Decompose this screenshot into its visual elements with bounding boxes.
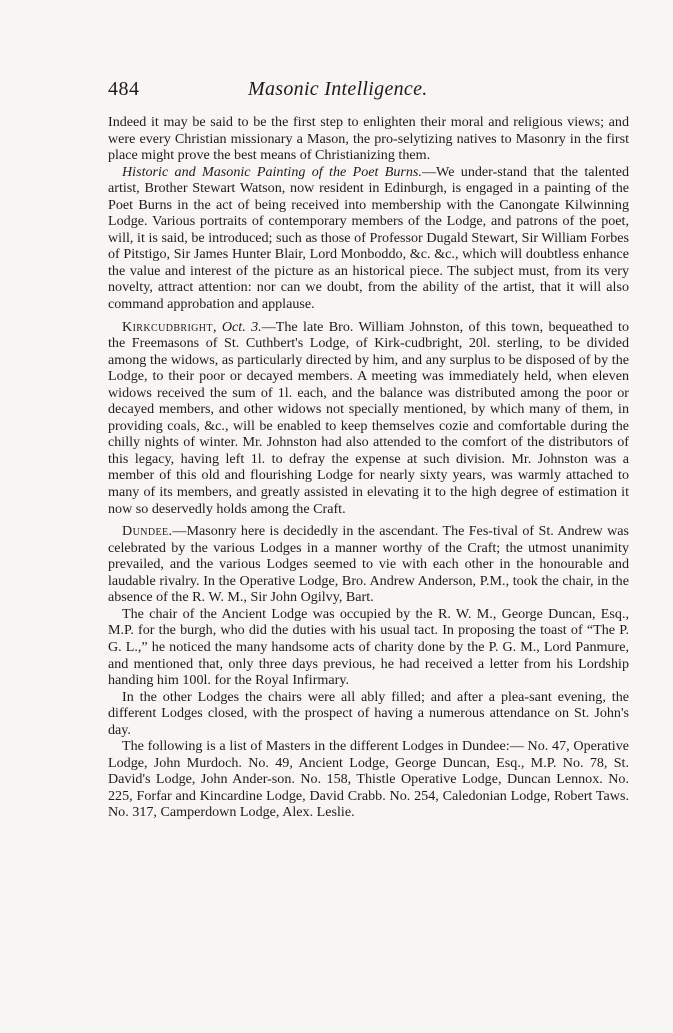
paragraph-text: —We under-stand that the talented artist, Brother Stewart Watson, now resident in Edinburgh, is engaged in a painting of the Poet Burns in the act of being received into membership with the Canongate Kilwinning Lodge. Various portraits of contemporary members of the Lodge, and patrons of the poet, will, it is said, be introduced; such as those of Professor Dugald Stewart, Sir William Forbes of Pitstigo, Sir James Hunter Blair, Lord Monboddo, &c. &c., which will doubtless enhance the value and interest of the picture as an historical piece. The subject must, from its very novelty, attract attention: nor can we doubt, from the ability of the artist, that it will also command approbation and applause. bbox=[108, 163, 629, 313]
section-heading: Historic and Masonic Painting of the Poet Burns. bbox=[122, 163, 422, 180]
paragraph-text: In the other Lodges the chairs were all ably filled; and after a plea-sant evening, the different Lodges closed, with the prospect of having a numerous attendance on St. John's day. bbox=[108, 688, 629, 738]
paragraph-text: —The late Bro. William Johnston, of this town, bequeathed to the Freemasons of St. Cuthbert's Lodge, of Kirk-cudbright, 20l. sterling, to be divided among the widows, as particularly directed by him, and any surplus to be disposed of by the Lodge, to their poor or decayed members. A meeting was immediately held, when eleven widows received the sum of 1l. each, and the balance was distributed among the poor or decayed members, and other widows not specially mentioned, by which many of them, in providing coals, &c., will be enabled to keep themselves cozie and comfortable during the chilly nights of winter. Mr. Johnston had also attended to the comfort of the distributors of this legacy, having left 1l. to defray the expense at such division. Mr. Johnston was a member of this old and flourishing Lodge for nearly sixty years, was warmly attached to many of its members, and greatly assisted in elevating it to the high degree of estimation it now so deservedly holds among the Craft. bbox=[108, 318, 630, 517]
paragraph-text: The chair of the Ancient Lodge was occupied by the R. W. M., George Duncan, Esq., M.P. for the burgh, who did the duties with his usual tact. In proposing the toast of “The P. G. L.,” he noticed the many handsome acts of charity done by the P. G. M., Lord Panmure, and mentioned that, only three days previous, he had received a letter from his Lordship handing him 100l. for the Royal Infirmary. bbox=[108, 605, 629, 689]
paragraph-kirkcudbright: Kirkcudbright, Oct. 3.—The late Bro. William Johnston, of this town, bequeathed to the Freemasons of St. Cuthbert's Lodge, of Kirk-cudbright, 20l. sterling, to be divided among the widows, as particularly directed by him, and any surplus to be disposed of by the Lodge, to their poor or decayed members. A meeting was immediately held, when eleven widows received the sum of 1l. each, and the balance was distributed among the poor or decayed members, and other widows not specially mentioned, by which many of them, in providing coals, &c., will be enabled to keep themselves cozie and comfortable during the chilly nights of winter. Mr. Johnston had also attended to the comfort of the distributors of this legacy, having left 1l. to defray the expense at such division. Mr. Johnston was a member of this old and flourishing Lodge for nearly sixty years, was warmly attached to many of its members, and greatly assisted in elevating it to the high degree of estimation it now so deservedly holds among the Craft. bbox=[108, 318, 630, 517]
article-body bbox=[108, 114, 629, 821]
paragraph-other-lodges bbox=[108, 689, 629, 739]
paragraph-burns-painting bbox=[108, 164, 629, 313]
paragraph-ancient-lodge bbox=[108, 606, 629, 689]
paragraph-missionary bbox=[108, 114, 629, 164]
paragraph-text: —Masonry here is decidedly in the ascendant. The Fes-tival of St. Andrew was celebrated by the various Lodges in a manner worthy of the Craft; the utmost unanimity prevailed, and the various Lodges seemed to vie with each other in the honourable and laudable rivalry. In the Operative Lodge, Bro. Andrew Anderson, P.M., took the chair, in the absence of the R. W. M., Sir John Ogilvy, Bart. bbox=[108, 523, 629, 606]
running-title: Masonic Intelligence. bbox=[248, 78, 428, 100]
place-heading: Kirkcudbright bbox=[122, 318, 213, 335]
paragraph-text: Indeed it may be said to be the first step to enlighten their moral and religious views; and were every Christian missionary a Mason, the pro-selytizing natives to Masonry in the first place might prove the best means of Christianizing them. bbox=[108, 114, 629, 164]
paragraph-text: The following is a list of Masters in the different Lodges in Dundee:— No. 47, Operative Lodge, John Murdoch. No. 49, Ancient Lodge, George Duncan, Esq., M.P. No. 78, St. David's Lodge, John Ander-son. No. 158, Thistle Operative Lodge, Duncan Lennox. No. 225, Forfar and Kincardine Lodge, David Crabb. No. 254, Caledonian Lodge, Robert Taws. No. 317, Camperdown Lodge, Alex. Leslie. bbox=[108, 738, 629, 821]
dateline: Oct. 3. bbox=[221, 318, 262, 335]
page-header bbox=[108, 78, 629, 106]
page-number: 484 bbox=[108, 78, 140, 100]
paragraph-dundee bbox=[108, 523, 629, 606]
paragraph-masters-list bbox=[108, 738, 629, 821]
place-heading: Dundee. bbox=[122, 523, 173, 540]
